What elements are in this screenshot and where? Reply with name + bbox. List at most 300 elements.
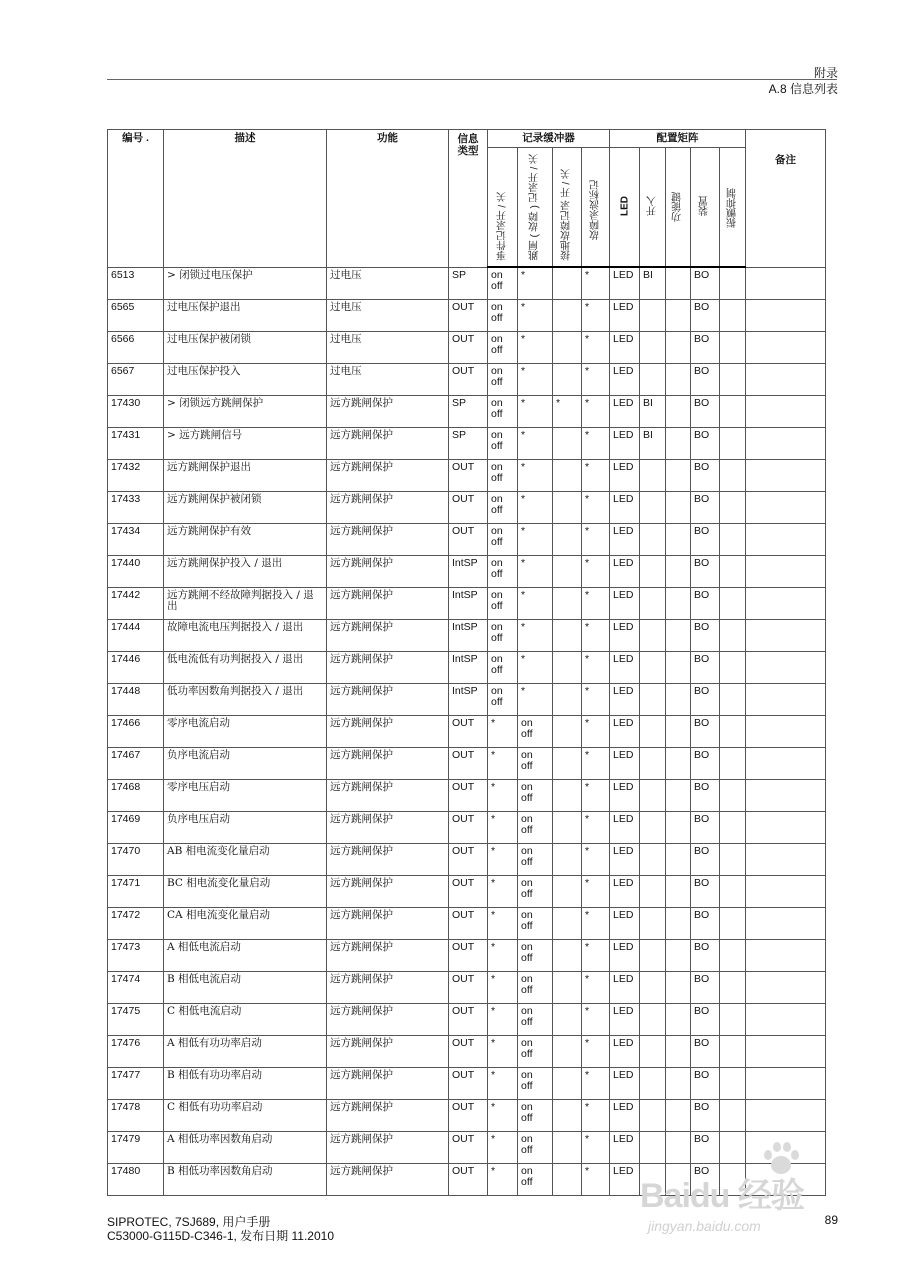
cell-led: LED — [610, 844, 640, 876]
cell-remark — [746, 1068, 826, 1100]
cell-num: 17444 — [108, 620, 164, 652]
cell-bi — [640, 1004, 666, 1036]
cell-bi — [640, 300, 666, 332]
cell-trip-log — [518, 1132, 553, 1164]
cell-fault-mark: * — [582, 876, 610, 908]
cell-type: OUT — [449, 716, 488, 748]
cell-event-log-line: off — [491, 312, 503, 324]
cell-remark — [746, 620, 826, 652]
table-row — [108, 844, 826, 876]
cell-type: OUT — [449, 1004, 488, 1036]
cell-func: 远方跳闸保护 — [327, 492, 449, 524]
cell-event-log — [488, 716, 518, 748]
cell-func-key — [666, 492, 691, 524]
cell-trip-log-line: * — [521, 621, 526, 633]
cell-desc: > 闭锁过电压保护 — [164, 267, 327, 300]
table-row — [108, 1004, 826, 1036]
cell-func-key — [666, 812, 691, 844]
cell-func-key — [666, 267, 691, 300]
cell-type: OUT — [449, 812, 488, 844]
cell-relay: BO — [691, 492, 720, 524]
cell-event-log — [488, 1100, 518, 1132]
cell-type: OUT — [449, 1100, 488, 1132]
cell-fault-mark: * — [582, 588, 610, 620]
cell-remark — [746, 1100, 826, 1132]
cell-trip-log-line: * — [521, 525, 526, 537]
cell-type: OUT — [449, 908, 488, 940]
cell-bi — [640, 588, 666, 620]
cell-led: LED — [610, 492, 640, 524]
cell-num: 17470 — [108, 844, 164, 876]
cell-bi — [640, 492, 666, 524]
cell-num: 17477 — [108, 1068, 164, 1100]
cell-bi — [640, 364, 666, 396]
cell-ground-log — [553, 748, 582, 780]
cell-trip-log-line: * — [521, 333, 526, 345]
cell-remark — [746, 267, 826, 300]
cell-type: OUT — [449, 300, 488, 332]
cell-bi — [640, 812, 666, 844]
cell-func-key — [666, 524, 691, 556]
cell-type: SP — [449, 428, 488, 460]
cell-fault-mark: * — [582, 332, 610, 364]
cell-chatter — [720, 780, 746, 812]
cell-relay: BO — [691, 748, 720, 780]
cell-chatter — [720, 652, 746, 684]
cell-trip-log — [518, 1068, 553, 1100]
cell-num: 17476 — [108, 1036, 164, 1068]
table-row — [108, 748, 826, 780]
cell-bi — [640, 844, 666, 876]
watermark-url: jingyan.baidu.com — [648, 1218, 761, 1234]
cell-event-log — [488, 396, 518, 428]
cell-bi — [640, 748, 666, 780]
cell-func-key — [666, 364, 691, 396]
cell-type: OUT — [449, 972, 488, 1004]
cell-ground-log — [553, 1132, 582, 1164]
cell-relay: BO — [691, 300, 720, 332]
cell-func: 远方跳闸保护 — [327, 652, 449, 684]
cell-fault-mark: * — [582, 812, 610, 844]
cell-trip-log — [518, 428, 553, 460]
cell-remark — [746, 844, 826, 876]
cell-func-key — [666, 428, 691, 460]
cell-func: 远方跳闸保护 — [327, 588, 449, 620]
cell-func-key — [666, 588, 691, 620]
cell-desc: 远方跳闸保护投入 / 退出 — [164, 556, 327, 588]
cell-num: 17432 — [108, 460, 164, 492]
cell-remark — [746, 812, 826, 844]
header-fault-mark: 故障录波标记 — [582, 148, 610, 268]
cell-type: SP — [449, 396, 488, 428]
cell-led: LED — [610, 1100, 640, 1132]
cell-func: 远方跳闸保护 — [327, 812, 449, 844]
cell-trip-log-line: * — [521, 365, 526, 377]
cell-trip-log-line: on — [521, 941, 533, 953]
cell-num: 17467 — [108, 748, 164, 780]
cell-trip-log-line: off — [521, 952, 533, 964]
cell-event-log-line: on — [491, 685, 503, 697]
cell-ground-log — [553, 652, 582, 684]
cell-trip-log — [518, 684, 553, 716]
cell-relay: BO — [691, 908, 720, 940]
cell-remark — [746, 780, 826, 812]
cell-trip-log-line: off — [521, 1176, 533, 1188]
cell-event-log — [488, 460, 518, 492]
cell-fault-mark: * — [582, 620, 610, 652]
cell-num: 17471 — [108, 876, 164, 908]
cell-led: LED — [610, 972, 640, 1004]
cell-event-log — [488, 556, 518, 588]
cell-num: 6565 — [108, 300, 164, 332]
cell-desc: 远方跳闸不经故障判据投入 / 退出 — [164, 588, 327, 620]
cell-type: OUT — [449, 524, 488, 556]
cell-type: SP — [449, 267, 488, 300]
table-row — [108, 428, 826, 460]
cell-trip-log-line: * — [521, 685, 526, 697]
cell-fault-mark: * — [582, 428, 610, 460]
cell-fault-mark: * — [582, 940, 610, 972]
cell-relay: BO — [691, 780, 720, 812]
cell-event-log — [488, 492, 518, 524]
cell-num: 17446 — [108, 652, 164, 684]
cell-event-log — [488, 428, 518, 460]
table-row — [108, 267, 826, 300]
cell-func: 远方跳闸保护 — [327, 780, 449, 812]
cell-remark — [746, 364, 826, 396]
cell-desc: 远方跳闸保护被闭锁 — [164, 492, 327, 524]
cell-fault-mark: * — [582, 748, 610, 780]
cell-bi — [640, 524, 666, 556]
cell-ground-log: * — [553, 396, 582, 428]
cell-bi: BI — [640, 267, 666, 300]
cell-remark — [746, 940, 826, 972]
cell-ground-log — [553, 1164, 582, 1196]
cell-fault-mark: * — [582, 652, 610, 684]
cell-desc: A 相低有功功率启动 — [164, 1036, 327, 1068]
cell-event-log-line: on — [491, 301, 503, 313]
cell-desc: 负序电压启动 — [164, 812, 327, 844]
header-num: 编号 . — [108, 130, 164, 268]
cell-ground-log — [553, 716, 582, 748]
cell-fault-mark: * — [582, 1132, 610, 1164]
cell-event-log-line: on — [491, 461, 503, 473]
cell-func-key — [666, 972, 691, 1004]
cell-event-log — [488, 876, 518, 908]
cell-num: 17479 — [108, 1132, 164, 1164]
cell-led: LED — [610, 428, 640, 460]
table-row — [108, 1068, 826, 1100]
cell-led: LED — [610, 1164, 640, 1196]
cell-ground-log — [553, 1100, 582, 1132]
table-row — [108, 364, 826, 396]
cell-num: 17468 — [108, 780, 164, 812]
cell-ground-log — [553, 620, 582, 652]
cell-event-log-line: on — [491, 557, 503, 569]
cell-chatter — [720, 748, 746, 780]
cell-num: 17442 — [108, 588, 164, 620]
cell-ground-log — [553, 876, 582, 908]
cell-desc: B 相低功率因数角启动 — [164, 1164, 327, 1196]
cell-bi — [640, 1068, 666, 1100]
cell-func-key — [666, 780, 691, 812]
cell-trip-log — [518, 300, 553, 332]
cell-remark — [746, 684, 826, 716]
cell-event-log-line: off — [491, 696, 503, 708]
header-remark: 备注 — [746, 130, 826, 268]
cell-trip-log-line: * — [521, 397, 526, 409]
cell-chatter — [720, 812, 746, 844]
cell-relay: BO — [691, 396, 720, 428]
cell-led: LED — [610, 940, 640, 972]
cell-num: 17431 — [108, 428, 164, 460]
header-rule — [107, 79, 837, 80]
cell-ground-log — [553, 460, 582, 492]
cell-bi — [640, 332, 666, 364]
cell-chatter — [720, 876, 746, 908]
cell-num: 17475 — [108, 1004, 164, 1036]
cell-desc: BC 相电流变化量启动 — [164, 876, 327, 908]
cell-num: 17433 — [108, 492, 164, 524]
cell-trip-log — [518, 972, 553, 1004]
cell-event-log-line: on — [491, 333, 503, 345]
cell-led: LED — [610, 588, 640, 620]
cell-trip-log-line: off — [521, 824, 533, 836]
table-row — [108, 684, 826, 716]
cell-ground-log — [553, 428, 582, 460]
cell-num: 17473 — [108, 940, 164, 972]
table-row — [108, 812, 826, 844]
cell-chatter — [720, 1100, 746, 1132]
cell-desc: B 相低有功功率启动 — [164, 1068, 327, 1100]
cell-func-key — [666, 332, 691, 364]
cell-event-log — [488, 748, 518, 780]
cell-fault-mark: * — [582, 844, 610, 876]
cell-trip-log — [518, 652, 553, 684]
cell-trip-log-line: off — [521, 920, 533, 932]
cell-func: 远方跳闸保护 — [327, 684, 449, 716]
cell-remark — [746, 908, 826, 940]
cell-event-log-line: on — [491, 589, 503, 601]
cell-event-log — [488, 1068, 518, 1100]
cell-trip-log — [518, 748, 553, 780]
cell-led: LED — [610, 300, 640, 332]
cell-remark — [746, 876, 826, 908]
cell-trip-log — [518, 588, 553, 620]
cell-ground-log — [553, 1036, 582, 1068]
cell-event-log — [488, 364, 518, 396]
cell-type: OUT — [449, 780, 488, 812]
cell-desc: 远方跳闸保护有效 — [164, 524, 327, 556]
cell-desc: 过电压保护投入 — [164, 364, 327, 396]
cell-ground-log — [553, 364, 582, 396]
cell-bi — [640, 684, 666, 716]
cell-relay: BO — [691, 428, 720, 460]
cell-event-log — [488, 1164, 518, 1196]
cell-fault-mark: * — [582, 1068, 610, 1100]
cell-type: OUT — [449, 1164, 488, 1196]
cell-func: 远方跳闸保护 — [327, 460, 449, 492]
cell-relay: BO — [691, 844, 720, 876]
cell-type: OUT — [449, 1068, 488, 1100]
cell-bi: BI — [640, 428, 666, 460]
cell-remark — [746, 428, 826, 460]
cell-chatter — [720, 556, 746, 588]
cell-led: LED — [610, 1068, 640, 1100]
cell-led: LED — [610, 364, 640, 396]
cell-type: OUT — [449, 460, 488, 492]
cell-func-key — [666, 1068, 691, 1100]
cell-trip-log-line: on — [521, 749, 533, 761]
cell-ground-log — [553, 300, 582, 332]
cell-ground-log — [553, 844, 582, 876]
header-type: 信息类型 — [449, 130, 488, 268]
table-row — [108, 716, 826, 748]
cell-ground-log — [553, 940, 582, 972]
cell-event-log-line: * — [491, 717, 496, 729]
cell-func-key — [666, 1100, 691, 1132]
cell-ground-log — [553, 972, 582, 1004]
cell-trip-log-line: on — [521, 877, 533, 889]
cell-bi — [640, 780, 666, 812]
cell-trip-log — [518, 940, 553, 972]
cell-fault-mark: * — [582, 396, 610, 428]
cell-trip-log-line: off — [521, 984, 533, 996]
cell-fault-mark: * — [582, 460, 610, 492]
cell-trip-log — [518, 1164, 553, 1196]
cell-event-log-line: on — [491, 525, 503, 537]
cell-relay: BO — [691, 620, 720, 652]
cell-func-key — [666, 748, 691, 780]
cell-event-log-line: off — [491, 344, 503, 356]
cell-event-log — [488, 588, 518, 620]
cell-desc: 零序电流启动 — [164, 716, 327, 748]
cell-func-key — [666, 844, 691, 876]
cell-num: 17448 — [108, 684, 164, 716]
cell-relay: BO — [691, 1004, 720, 1036]
cell-trip-log-line: on — [521, 717, 533, 729]
cell-remark — [746, 1004, 826, 1036]
cell-event-log-line: on — [491, 621, 503, 633]
cell-relay: BO — [691, 1132, 720, 1164]
cell-relay: BO — [691, 332, 720, 364]
page-number: 89 — [824, 1213, 838, 1227]
cell-num: 17474 — [108, 972, 164, 1004]
table-row — [108, 492, 826, 524]
cell-event-log-line: off — [491, 536, 503, 548]
cell-trip-log-line: off — [521, 888, 533, 900]
cell-type: IntSP — [449, 588, 488, 620]
cell-led: LED — [610, 620, 640, 652]
cell-bi — [640, 1036, 666, 1068]
cell-trip-log — [518, 460, 553, 492]
cell-desc: 零序电压启动 — [164, 780, 327, 812]
cell-chatter — [720, 972, 746, 1004]
cell-event-log-line: off — [491, 408, 503, 420]
cell-event-log-line: * — [491, 909, 496, 921]
cell-event-log-line: off — [491, 600, 503, 612]
cell-chatter — [720, 684, 746, 716]
cell-fault-mark: * — [582, 492, 610, 524]
cell-bi — [640, 972, 666, 1004]
cell-type: OUT — [449, 844, 488, 876]
cell-trip-log — [518, 1100, 553, 1132]
cell-chatter — [720, 716, 746, 748]
cell-event-log — [488, 940, 518, 972]
cell-ground-log — [553, 684, 582, 716]
cell-event-log-line: * — [491, 845, 496, 857]
cell-trip-log-line: off — [521, 1112, 533, 1124]
cell-trip-log-line: * — [521, 557, 526, 569]
cell-num: 17434 — [108, 524, 164, 556]
cell-fault-mark: * — [582, 1164, 610, 1196]
cell-num: 17478 — [108, 1100, 164, 1132]
cell-trip-log-line: off — [521, 1016, 533, 1028]
cell-remark — [746, 396, 826, 428]
cell-chatter — [720, 267, 746, 300]
cell-chatter — [720, 1004, 746, 1036]
cell-desc: 故障电流电压判据投入 / 退出 — [164, 620, 327, 652]
cell-led: LED — [610, 267, 640, 300]
table-row — [108, 300, 826, 332]
cell-func: 远方跳闸保护 — [327, 1100, 449, 1132]
cell-func: 远方跳闸保护 — [327, 620, 449, 652]
table-body — [108, 267, 826, 1196]
cell-chatter — [720, 1036, 746, 1068]
header-relay: 装置 — [691, 148, 720, 268]
cell-event-log — [488, 780, 518, 812]
cell-chatter — [720, 908, 746, 940]
cell-trip-log-line: * — [521, 269, 526, 281]
cell-trip-log-line: on — [521, 973, 533, 985]
cell-event-log-line: off — [491, 440, 503, 452]
cell-desc: C 相低有功功率启动 — [164, 1100, 327, 1132]
cell-trip-log-line: on — [521, 909, 533, 921]
cell-led: LED — [610, 524, 640, 556]
cell-trip-log — [518, 780, 553, 812]
cell-led: LED — [610, 716, 640, 748]
cell-desc: 过电压保护被闭锁 — [164, 332, 327, 364]
cell-event-log-line: on — [491, 269, 503, 281]
cell-trip-log-line: on — [521, 845, 533, 857]
cell-type: IntSP — [449, 652, 488, 684]
cell-event-log-line: * — [491, 1069, 496, 1081]
cell-desc: 过电压保护退出 — [164, 300, 327, 332]
cell-num: 17472 — [108, 908, 164, 940]
cell-fault-mark: * — [582, 556, 610, 588]
cell-event-log-line: off — [491, 664, 503, 676]
cell-relay: BO — [691, 1036, 720, 1068]
table-row — [108, 396, 826, 428]
cell-led: LED — [610, 556, 640, 588]
table-row — [108, 972, 826, 1004]
table-row — [108, 1036, 826, 1068]
cell-func: 远方跳闸保护 — [327, 1132, 449, 1164]
cell-trip-log-line: * — [521, 653, 526, 665]
cell-func-key — [666, 556, 691, 588]
cell-remark — [746, 652, 826, 684]
table-row — [108, 876, 826, 908]
header-chatter: 振颤抑制 — [720, 148, 746, 268]
cell-trip-log-line: * — [521, 429, 526, 441]
cell-type: OUT — [449, 1132, 488, 1164]
cell-chatter — [720, 588, 746, 620]
cell-event-log-line: * — [491, 781, 496, 793]
cell-num: 6566 — [108, 332, 164, 364]
cell-func: 过电压 — [327, 267, 449, 300]
cell-num: 17430 — [108, 396, 164, 428]
cell-led: LED — [610, 748, 640, 780]
